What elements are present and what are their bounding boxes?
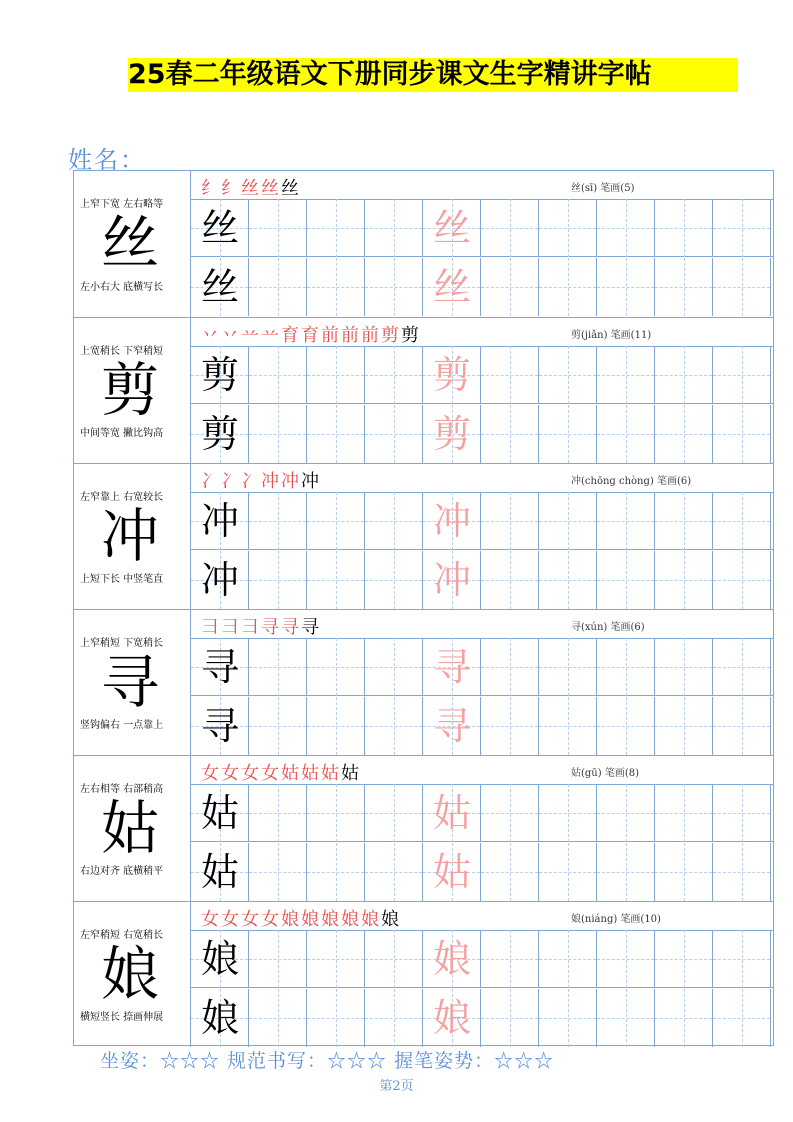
practice-cell[interactable] bbox=[191, 199, 249, 257]
practice-cell[interactable] bbox=[249, 405, 307, 463]
trace-character: 寻 bbox=[432, 645, 471, 689]
stroke-step: 冫 bbox=[241, 471, 261, 492]
practice-cell[interactable] bbox=[655, 405, 713, 463]
practice-grid-row bbox=[191, 784, 773, 842]
trace-character: 姑 bbox=[432, 791, 471, 835]
practice-cell[interactable] bbox=[597, 346, 655, 404]
stroke-step: 姑 bbox=[301, 763, 321, 784]
stroke-order-sequence bbox=[201, 905, 401, 931]
practice-cell[interactable] bbox=[249, 492, 307, 550]
practice-cell[interactable] bbox=[481, 258, 539, 316]
stroke-step: 女 bbox=[201, 763, 221, 784]
practice-cell[interactable] bbox=[249, 638, 307, 696]
practice-cell[interactable] bbox=[655, 930, 713, 988]
character-block bbox=[74, 901, 773, 1047]
practice-cell[interactable] bbox=[191, 346, 249, 404]
practice-cell[interactable] bbox=[713, 930, 771, 988]
pinyin-stroke-count: 姑(gū) 笔画(8) bbox=[571, 768, 639, 779]
practice-cell[interactable] bbox=[365, 258, 423, 316]
practice-grid-row bbox=[191, 492, 773, 550]
stroke-step: 女 bbox=[261, 909, 281, 930]
practice-cell[interactable] bbox=[365, 989, 423, 1047]
writing-tip-bottom: 左小右大 底横写长 bbox=[80, 282, 164, 293]
stroke-step: 育 bbox=[281, 325, 301, 346]
practice-cell[interactable] bbox=[539, 405, 597, 463]
practice-cell[interactable] bbox=[307, 930, 365, 988]
model-character: 寻 bbox=[100, 648, 159, 716]
practice-cell[interactable] bbox=[539, 258, 597, 316]
page-number: 第2页 bbox=[379, 1079, 414, 1094]
practice-cell[interactable] bbox=[423, 551, 481, 609]
practice-cell[interactable] bbox=[481, 638, 539, 696]
practice-cell[interactable] bbox=[365, 492, 423, 550]
page-title: 25春二年级语文下册同步课文生字精讲字帖 bbox=[128, 58, 738, 92]
stroke-step: 纟 bbox=[201, 178, 221, 199]
practice-cell[interactable] bbox=[423, 258, 481, 316]
character-block bbox=[74, 171, 773, 317]
pinyin-stroke-count: 冲(chōng chòng) 笔画(6) bbox=[571, 476, 692, 487]
stroke-order-sequence bbox=[201, 321, 421, 347]
stroke-order-row bbox=[191, 318, 773, 347]
practice-cell[interactable] bbox=[307, 405, 365, 463]
stroke-step: 姑 bbox=[341, 763, 361, 784]
practice-cell[interactable] bbox=[423, 199, 481, 257]
stroke-step: 女 bbox=[221, 763, 241, 784]
stroke-order-sequence bbox=[201, 174, 301, 200]
model-character-panel bbox=[74, 756, 191, 901]
practice-grid-row bbox=[191, 843, 773, 901]
practice-cell[interactable] bbox=[481, 346, 539, 404]
practice-cell[interactable] bbox=[423, 843, 481, 901]
trace-character: 姑 bbox=[432, 850, 471, 894]
stroke-step: 娘 bbox=[361, 909, 381, 930]
practice-cell[interactable] bbox=[307, 346, 365, 404]
practice-cell[interactable] bbox=[307, 843, 365, 901]
stroke-step: 剪 bbox=[381, 325, 401, 346]
stroke-order-row bbox=[191, 902, 773, 931]
practice-cell[interactable] bbox=[597, 258, 655, 316]
writing-tip-top: 上宽稍长 下窄稍短 bbox=[80, 346, 164, 357]
stroke-step: 䒑 bbox=[261, 325, 281, 346]
practice-cell[interactable] bbox=[365, 697, 423, 755]
stroke-step: 丝 bbox=[281, 178, 301, 199]
stroke-step: 䒑 bbox=[241, 325, 261, 346]
practice-grid-row bbox=[191, 989, 773, 1047]
sample-character: 丝 bbox=[200, 265, 239, 309]
practice-grid-row bbox=[191, 638, 773, 696]
name-label: 姓名： bbox=[68, 146, 146, 174]
stroke-step: 冫 bbox=[221, 471, 241, 492]
stroke-order-row bbox=[191, 610, 773, 639]
practice-cell[interactable] bbox=[249, 697, 307, 755]
trace-character: 剪 bbox=[432, 412, 471, 456]
stroke-step: 冲 bbox=[261, 471, 281, 492]
practice-cell[interactable] bbox=[713, 638, 771, 696]
practice-cell[interactable] bbox=[655, 199, 713, 257]
stroke-step: 姑 bbox=[321, 763, 341, 784]
practice-cell[interactable] bbox=[249, 199, 307, 257]
practice-cell[interactable] bbox=[249, 989, 307, 1047]
practice-cell[interactable] bbox=[249, 346, 307, 404]
sample-character: 姑 bbox=[200, 850, 239, 894]
practice-cell[interactable] bbox=[481, 843, 539, 901]
practice-cell[interactable] bbox=[713, 843, 771, 901]
pinyin-stroke-count: 娘(niáng) 笔画(10) bbox=[571, 914, 661, 925]
practice-cell[interactable] bbox=[249, 843, 307, 901]
practice-cell[interactable] bbox=[481, 784, 539, 842]
practice-cell[interactable] bbox=[655, 346, 713, 404]
practice-grid-row bbox=[191, 199, 773, 257]
model-character: 姑 bbox=[100, 794, 159, 862]
practice-cell[interactable] bbox=[481, 697, 539, 755]
trace-character: 寻 bbox=[432, 704, 471, 748]
practice-cell[interactable] bbox=[713, 551, 771, 609]
model-character: 丝 bbox=[100, 209, 159, 277]
practice-cell[interactable] bbox=[307, 697, 365, 755]
stroke-step: 丷 bbox=[221, 325, 241, 346]
practice-cell[interactable] bbox=[597, 638, 655, 696]
stroke-step: 娘 bbox=[321, 909, 341, 930]
practice-sheet bbox=[73, 170, 774, 1046]
practice-grid-row bbox=[191, 551, 773, 609]
practice-cell[interactable] bbox=[655, 258, 713, 316]
practice-cell[interactable] bbox=[249, 258, 307, 316]
stroke-step: 女 bbox=[261, 763, 281, 784]
practice-cell[interactable] bbox=[191, 551, 249, 609]
sample-character: 冲 bbox=[200, 499, 239, 543]
sample-character: 剪 bbox=[200, 412, 239, 456]
trace-character: 丝 bbox=[432, 206, 471, 250]
practice-cell[interactable] bbox=[191, 930, 249, 988]
practice-cell[interactable] bbox=[365, 346, 423, 404]
stroke-step: 纟 bbox=[221, 178, 241, 199]
trace-character: 丝 bbox=[432, 265, 471, 309]
pinyin-stroke-count: 丝(sī) 笔画(5) bbox=[571, 183, 635, 194]
pinyin-stroke-count: 剪(jiǎn) 笔画(11) bbox=[571, 330, 652, 341]
practice-cell[interactable] bbox=[365, 784, 423, 842]
trace-character: 冲 bbox=[432, 499, 471, 543]
stroke-step: 丝 bbox=[241, 178, 261, 199]
writing-tip-bottom: 上短下长 中竖笔直 bbox=[80, 574, 164, 585]
practice-cell[interactable] bbox=[655, 784, 713, 842]
stroke-order-row bbox=[191, 171, 773, 200]
writing-tip-bottom: 中间等宽 撇比钩高 bbox=[80, 428, 164, 439]
practice-cell[interactable] bbox=[307, 638, 365, 696]
practice-grid-row bbox=[191, 346, 773, 404]
practice-cell[interactable] bbox=[423, 930, 481, 988]
model-character-panel bbox=[74, 464, 191, 609]
practice-cell[interactable] bbox=[423, 405, 481, 463]
practice-cell[interactable] bbox=[713, 784, 771, 842]
character-block bbox=[74, 755, 773, 901]
pinyin-stroke-count: 寻(xún) 笔画(6) bbox=[571, 622, 645, 633]
trace-character: 娘 bbox=[432, 996, 471, 1040]
practice-cell[interactable] bbox=[539, 843, 597, 901]
model-character-panel bbox=[74, 610, 191, 755]
practice-cell[interactable] bbox=[481, 989, 539, 1047]
practice-cell[interactable] bbox=[191, 258, 249, 316]
practice-cell[interactable] bbox=[597, 551, 655, 609]
practice-cell[interactable] bbox=[191, 843, 249, 901]
stroke-order-row bbox=[191, 464, 773, 493]
practice-cell[interactable] bbox=[655, 551, 713, 609]
stroke-step: 寻 bbox=[261, 617, 281, 638]
practice-cell[interactable] bbox=[539, 638, 597, 696]
stroke-step: 彐 bbox=[221, 617, 241, 638]
practice-cell[interactable] bbox=[191, 638, 249, 696]
practice-cell[interactable] bbox=[481, 405, 539, 463]
practice-cell[interactable] bbox=[423, 784, 481, 842]
model-character: 剪 bbox=[100, 356, 159, 424]
practice-cell[interactable] bbox=[191, 784, 249, 842]
practice-cell[interactable] bbox=[423, 638, 481, 696]
practice-cell[interactable] bbox=[365, 551, 423, 609]
practice-cell[interactable] bbox=[597, 405, 655, 463]
sample-character: 姑 bbox=[200, 791, 239, 835]
model-character-panel bbox=[74, 171, 191, 317]
practice-cell[interactable] bbox=[597, 843, 655, 901]
practice-cell[interactable] bbox=[307, 199, 365, 257]
practice-cell[interactable] bbox=[307, 258, 365, 316]
practice-cell[interactable] bbox=[655, 638, 713, 696]
practice-cell[interactable] bbox=[307, 492, 365, 550]
practice-cell[interactable] bbox=[539, 346, 597, 404]
stroke-step: 娘 bbox=[281, 909, 301, 930]
practice-cell[interactable] bbox=[191, 492, 249, 550]
stroke-order-row bbox=[191, 756, 773, 785]
practice-cell[interactable] bbox=[597, 784, 655, 842]
practice-cell[interactable] bbox=[539, 784, 597, 842]
writing-tip-bottom: 横短竖长 捺画伸展 bbox=[80, 1012, 164, 1023]
model-character: 娘 bbox=[100, 940, 159, 1008]
practice-cell[interactable] bbox=[481, 551, 539, 609]
practice-cell[interactable] bbox=[481, 492, 539, 550]
practice-grid-row bbox=[191, 697, 773, 755]
practice-cell[interactable] bbox=[365, 638, 423, 696]
sample-character: 丝 bbox=[200, 206, 239, 250]
practice-cell[interactable] bbox=[655, 697, 713, 755]
model-character-panel bbox=[74, 318, 191, 463]
practice-grid-row bbox=[191, 258, 773, 316]
practice-cell[interactable] bbox=[423, 697, 481, 755]
practice-cell[interactable] bbox=[307, 551, 365, 609]
writing-tip-top: 上窄下宽 左右略等 bbox=[80, 199, 164, 210]
practice-cell[interactable] bbox=[713, 989, 771, 1047]
practice-cell[interactable] bbox=[539, 199, 597, 257]
writing-tip-top: 上窄稍短 下宽稍长 bbox=[80, 638, 164, 649]
sample-character: 娘 bbox=[200, 996, 239, 1040]
stroke-step: 彐 bbox=[241, 617, 261, 638]
writing-tip-top: 左右相等 右部稍高 bbox=[80, 784, 164, 795]
practice-cell[interactable] bbox=[191, 989, 249, 1047]
practice-cell[interactable] bbox=[597, 697, 655, 755]
practice-cell[interactable] bbox=[597, 930, 655, 988]
practice-cell[interactable] bbox=[597, 989, 655, 1047]
stroke-step: 女 bbox=[221, 909, 241, 930]
practice-cell[interactable] bbox=[249, 784, 307, 842]
stroke-step: 娘 bbox=[341, 909, 361, 930]
stroke-step: 前 bbox=[361, 325, 381, 346]
stroke-step: 姑 bbox=[281, 763, 301, 784]
practice-cell[interactable] bbox=[365, 930, 423, 988]
writing-tip-bottom: 竖钩偏右 一点靠上 bbox=[80, 720, 164, 731]
practice-cell[interactable] bbox=[713, 346, 771, 404]
practice-cell[interactable] bbox=[713, 492, 771, 550]
stroke-step: 冲 bbox=[301, 471, 321, 492]
model-character: 冲 bbox=[100, 502, 159, 570]
trace-character: 剪 bbox=[432, 353, 471, 397]
practice-cell[interactable] bbox=[249, 930, 307, 988]
practice-cell[interactable] bbox=[655, 989, 713, 1047]
practice-cell[interactable] bbox=[481, 930, 539, 988]
practice-cell[interactable] bbox=[539, 930, 597, 988]
practice-cell[interactable] bbox=[539, 697, 597, 755]
practice-cell[interactable] bbox=[307, 784, 365, 842]
stroke-step: 冫 bbox=[201, 471, 221, 492]
practice-cell[interactable] bbox=[191, 697, 249, 755]
practice-cell[interactable] bbox=[655, 492, 713, 550]
character-block bbox=[74, 317, 773, 463]
stroke-step: 育 bbox=[301, 325, 321, 346]
practice-cell[interactable] bbox=[539, 989, 597, 1047]
stroke-step: 女 bbox=[241, 909, 261, 930]
practice-cell[interactable] bbox=[191, 405, 249, 463]
stroke-step: 娘 bbox=[381, 909, 401, 930]
practice-cell[interactable] bbox=[713, 258, 771, 316]
stroke-step: 剪 bbox=[401, 325, 421, 346]
practice-cell[interactable] bbox=[249, 551, 307, 609]
stroke-order-sequence bbox=[201, 759, 361, 785]
character-block bbox=[74, 463, 773, 609]
sample-character: 冲 bbox=[200, 558, 239, 602]
evaluation-footer: 坐姿：☆☆☆ 规范书写：☆☆☆ 握笔姿势：☆☆☆ bbox=[100, 1050, 555, 1072]
stroke-step: 女 bbox=[201, 909, 221, 930]
model-character-panel bbox=[74, 902, 191, 1047]
practice-cell[interactable] bbox=[713, 199, 771, 257]
practice-cell[interactable] bbox=[597, 492, 655, 550]
stroke-order-sequence bbox=[201, 613, 321, 639]
stroke-step: 丝 bbox=[261, 178, 281, 199]
sample-character: 剪 bbox=[200, 353, 239, 397]
sample-character: 娘 bbox=[200, 937, 239, 981]
stroke-step: 冲 bbox=[281, 471, 301, 492]
writing-tip-top: 左窄稍短 右宽稍长 bbox=[80, 930, 164, 941]
practice-cell[interactable] bbox=[365, 405, 423, 463]
practice-cell[interactable] bbox=[365, 843, 423, 901]
practice-cell[interactable] bbox=[539, 492, 597, 550]
practice-cell[interactable] bbox=[307, 989, 365, 1047]
practice-cell[interactable] bbox=[423, 989, 481, 1047]
sample-character: 寻 bbox=[200, 645, 239, 689]
writing-tip-bottom: 右边对齐 底横稍平 bbox=[80, 866, 164, 877]
practice-cell[interactable] bbox=[597, 199, 655, 257]
practice-cell[interactable] bbox=[539, 551, 597, 609]
sample-character: 寻 bbox=[200, 704, 239, 748]
stroke-step: 女 bbox=[241, 763, 261, 784]
trace-character: 冲 bbox=[432, 558, 471, 602]
stroke-step: 寻 bbox=[281, 617, 301, 638]
practice-cell[interactable] bbox=[365, 199, 423, 257]
practice-grid-row bbox=[191, 405, 773, 463]
writing-tip-top: 左窄靠上 右宽较长 bbox=[80, 492, 164, 503]
stroke-step: 丷 bbox=[201, 325, 221, 346]
practice-grid-row bbox=[191, 930, 773, 988]
stroke-step: 娘 bbox=[301, 909, 321, 930]
stroke-step: 彐 bbox=[201, 617, 221, 638]
stroke-step: 前 bbox=[321, 325, 341, 346]
practice-cell[interactable] bbox=[423, 346, 481, 404]
practice-cell[interactable] bbox=[481, 199, 539, 257]
practice-cell[interactable] bbox=[713, 697, 771, 755]
stroke-order-sequence bbox=[201, 467, 321, 493]
practice-cell[interactable] bbox=[655, 843, 713, 901]
character-block bbox=[74, 609, 773, 755]
stroke-step: 寻 bbox=[301, 617, 321, 638]
stroke-step: 前 bbox=[341, 325, 361, 346]
practice-cell[interactable] bbox=[423, 492, 481, 550]
trace-character: 娘 bbox=[432, 937, 471, 981]
practice-cell[interactable] bbox=[713, 405, 771, 463]
